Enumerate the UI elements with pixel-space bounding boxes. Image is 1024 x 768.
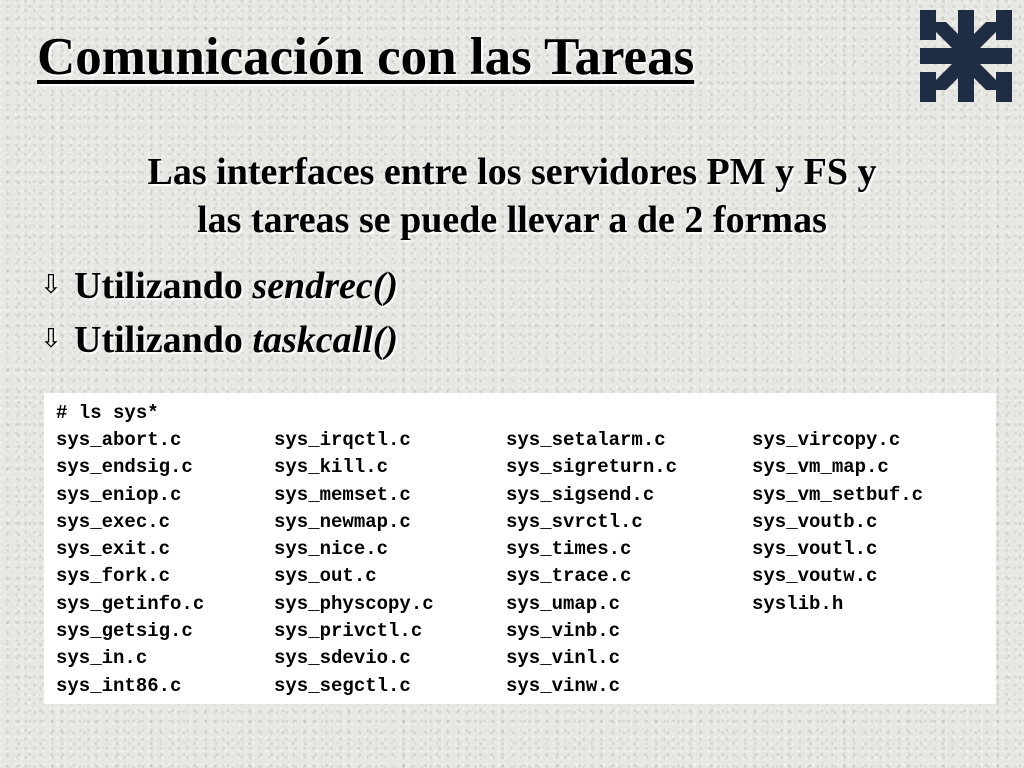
file-name: sys_vm_setbuf.c: [752, 483, 924, 506]
file-column-3: [506, 427, 677, 700]
file-name: sys_int86.c: [56, 674, 182, 697]
down-arrow-icon: ⇩: [40, 270, 62, 300]
file-column-1: [56, 427, 204, 700]
file-name: sys_vinl.c: [506, 647, 621, 670]
terminal-output-box: [44, 393, 996, 704]
file-name: sys_out.c: [274, 565, 377, 588]
file-name: sys_vinb.c: [506, 620, 621, 643]
file-name: sys_vinw.c: [506, 674, 621, 697]
file-name: sys_vircopy.c: [752, 429, 901, 451]
file-name: sys_vm_map.c: [752, 456, 889, 479]
file-name: sys_nice.c: [274, 538, 389, 561]
subtitle-line-2: las tareas se puede llevar a de 2 formas: [197, 199, 827, 241]
file-name: sys_voutw.c: [752, 565, 878, 588]
bullet-list: [40, 258, 398, 366]
file-name: sys_physcopy.c: [274, 592, 434, 615]
bullet-function-name: sendrec(): [252, 265, 399, 307]
utn-logo-icon: [920, 10, 1012, 102]
file-name: syslib.h: [752, 592, 844, 615]
bullet-item-sendrec: [40, 258, 398, 312]
file-name: sys_endsig.c: [56, 456, 193, 479]
subtitle-line-1: Las interfaces entre los servidores PM y FS y: [147, 151, 877, 193]
file-name: sys_sdevio.c: [274, 647, 411, 670]
file-name: sys_eniop.c: [56, 483, 182, 506]
file-name: sys_exec.c: [56, 510, 171, 533]
file-name: sys_sigreturn.c: [506, 456, 678, 479]
file-name: sys_irqctl.c: [274, 429, 411, 451]
file-name: sys_abort.c: [56, 429, 182, 451]
slide-subtitle: [0, 148, 1024, 244]
file-column-2: [274, 427, 434, 700]
file-name: sys_exit.c: [56, 538, 171, 561]
bullet-text: Utilizando: [74, 319, 253, 361]
file-name: sys_voutb.c: [752, 510, 878, 533]
file-name: sys_sigsend.c: [506, 483, 655, 506]
file-name: sys_segctl.c: [274, 674, 411, 697]
file-name: sys_fork.c: [56, 565, 171, 588]
file-name: sys_in.c: [56, 647, 148, 670]
bullet-item-taskcall: [40, 312, 398, 366]
file-name: sys_newmap.c: [274, 510, 411, 533]
file-name: sys_privctl.c: [274, 620, 423, 643]
file-name: sys_svrctl.c: [506, 510, 643, 533]
bullet-function-name: taskcall(): [252, 319, 399, 361]
file-name: sys_kill.c: [274, 456, 389, 479]
slide-title: Comunicación con las Tareas: [37, 28, 695, 86]
file-name: sys_getsig.c: [56, 620, 193, 643]
file-name: sys_setalarm.c: [506, 429, 666, 451]
bullet-text: Utilizando: [74, 265, 253, 307]
file-name: sys_times.c: [506, 538, 632, 561]
file-name: sys_memset.c: [274, 483, 411, 506]
file-name: sys_trace.c: [506, 565, 632, 588]
file-name: sys_umap.c: [506, 592, 621, 615]
down-arrow-icon: ⇩: [40, 324, 62, 354]
file-name: sys_getinfo.c: [56, 592, 205, 615]
terminal-command: # ls sys*: [56, 402, 159, 424]
file-column-4: [752, 427, 923, 618]
file-name: sys_voutl.c: [752, 538, 878, 561]
